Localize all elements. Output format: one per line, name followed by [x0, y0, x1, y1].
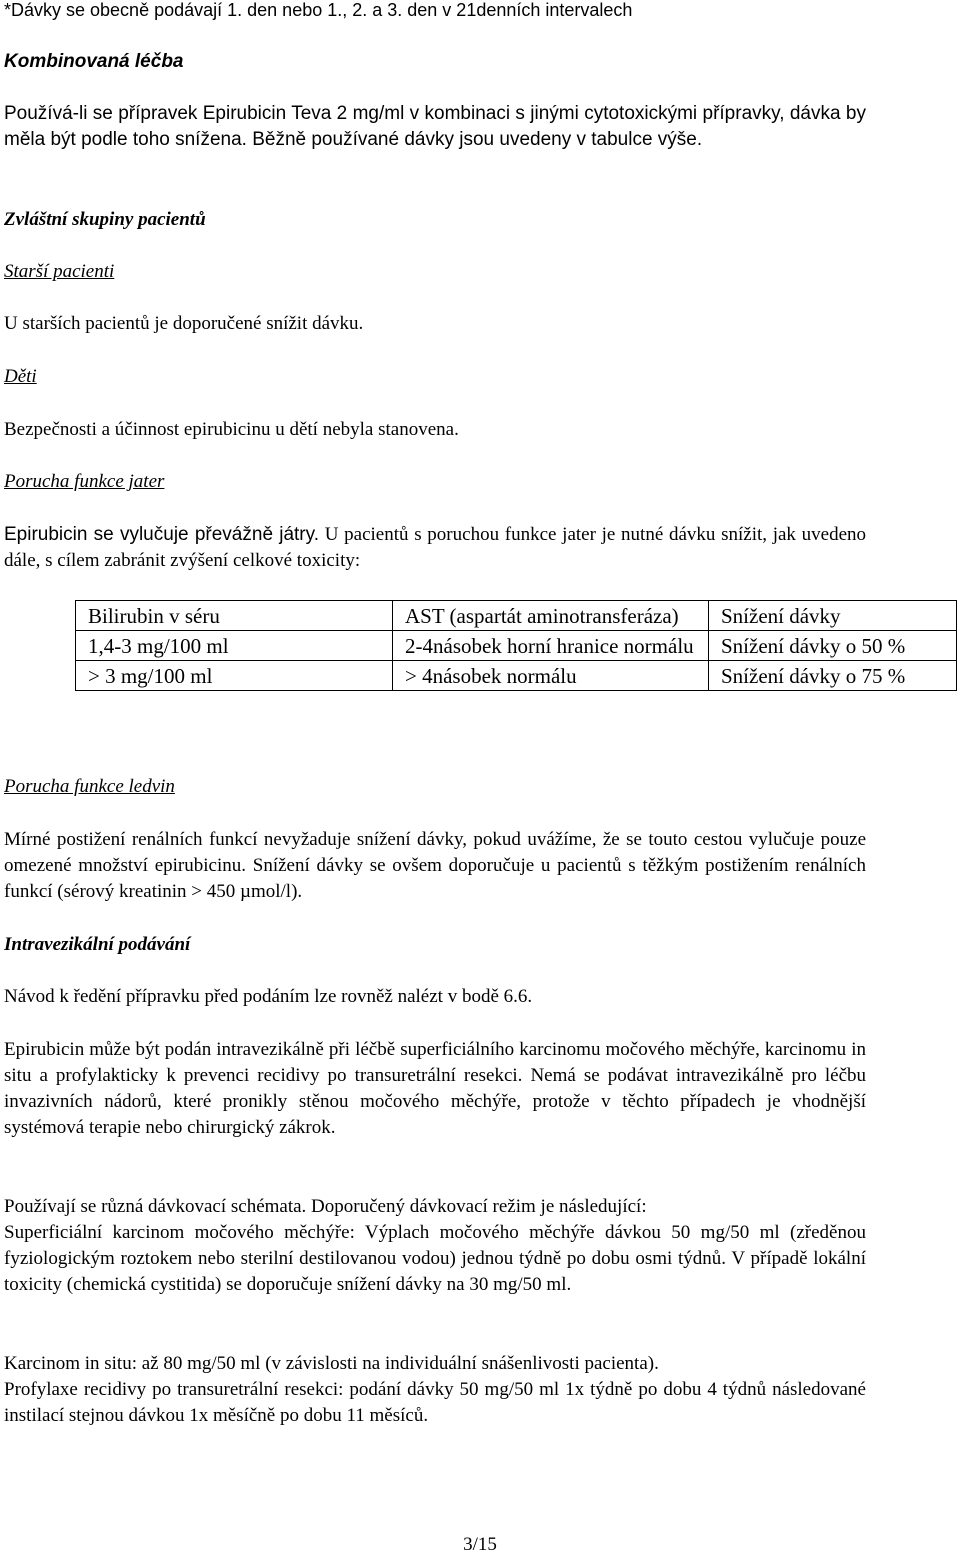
table-cell: 1,4-3 mg/100 ml [76, 631, 393, 661]
subheading-liver: Porucha funkce jater [4, 471, 165, 492]
table-cell: Snížení dávky o 75 % [709, 661, 957, 691]
table-header-cell: Snížení dávky [709, 601, 957, 631]
paragraph-liver-part-a: Epirubicin se vylučuje převážně játry. [4, 524, 320, 545]
paragraph-liver [4, 522, 866, 574]
subheading-elderly: Starší pacienti [4, 261, 115, 282]
paragraph-superficial: Superficiální karcinom močového měchýře: Výplach močového měchýře dávkou 50 mg/50 ml (zředěnou fyziologickým roztokem nebo sterilní destilovanou vodou) jednou týdně po dobu osmi týdnů. V případě lokální toxicity (chemická cystitida) se doporučuje snížení dávky na 30 mg/50 ml. [4, 1222, 866, 1295]
table-header-row [76, 601, 957, 631]
paragraph-elderly: U starších pacientů je doporučené snížit dávku. [4, 313, 364, 334]
table-cell: > 4násobek normálu [393, 661, 709, 691]
paragraph-children: Bezpečnosti a účinnost epirubicinu u dětí nebyla stanovena. [4, 419, 459, 440]
table-row [76, 661, 957, 691]
table-cell: 2-4násobek horní hranice normálu [393, 631, 709, 661]
heading-intravesical: Intravezikální podávání [4, 934, 191, 955]
paragraph-dilution: Návod k ředění přípravku před podáním lze rovněž nalézt v bodě 6.6. [4, 986, 533, 1007]
paragraph-in-situ: Karcinom in situ: až 80 mg/50 ml (v závislosti na individuální snášenlivosti pacienta). [4, 1353, 659, 1374]
paragraph-kidney: Mírné postižení renálních funkcí nevyžaduje snížení dávky, pokud uvážíme, že se touto cestou vylučuje pouze omezené množství epirubicinu. Snížení dávky se ovšem doporučuje u pacientů s těžkým postižením renálních funkcí (sérový kreatinin > 450 µmol/l). [4, 829, 866, 902]
footnote: *Dávky se obecně podávají 1. den nebo 1., 2. a 3. den v 21denních intervalech [4, 0, 633, 20]
paragraph-combined: Používá-li se přípravek Epirubicin Teva 2 mg/ml v kombinaci s jinými cytotoxickými přípravky, dávka by měla být podle toho snížena. Běžně používané dávky jsou uvedeny v tabulce výše. [4, 103, 866, 150]
table-row [76, 631, 957, 661]
table-cell: > 3 mg/100 ml [76, 661, 393, 691]
paragraph-liver-part-b: U pacientů s poruchou funkce jater je nutné dávku snížit, jak uvedeno dále, s cílem zabránit zvýšení celkové toxicity: [4, 524, 867, 571]
heading-combined: Kombinovaná léčba [4, 51, 184, 72]
subheading-children: Děti [4, 366, 37, 387]
page-number: 3/15 [463, 1534, 497, 1555]
heading-special-groups: Zvláštní skupiny pacientů [4, 209, 206, 230]
table-cell: Snížení dávky o 50 % [709, 631, 957, 661]
subheading-kidney: Porucha funkce ledvin [4, 776, 175, 797]
paragraph-intravesical: Epirubicin může být podán intravezikálně při léčbě superficiálního karcinomu močového měchýře, karcinomu in situ a profylakticky k prevenci recidivy po transuretrální resekci. Nemá se podávat intravezikálně pro léčbu invazivních nádorů, které pronikly stěnou močového měchýře, protože v těchto případech je vhodnější systémová terapie nebo chirurgický zákrok. [4, 1039, 866, 1138]
paragraph-schemes: Používají se různá dávkovací schémata. Doporučený dávkovací režim je následující: [4, 1196, 647, 1217]
table-header-cell: Bilirubin v séru [76, 601, 393, 631]
liver-dose-table [75, 600, 957, 691]
paragraph-prophylaxis: Profylaxe recidivy po transuretrální resekci: podání dávky 50 mg/50 ml 1x týdně po dobu 4 týdnů následované instilací stejnou dávkou 1x měsíčně po dobu 11 měsíců. [4, 1379, 866, 1426]
table-header-cell: AST (aspartát aminotransferáza) [393, 601, 709, 631]
